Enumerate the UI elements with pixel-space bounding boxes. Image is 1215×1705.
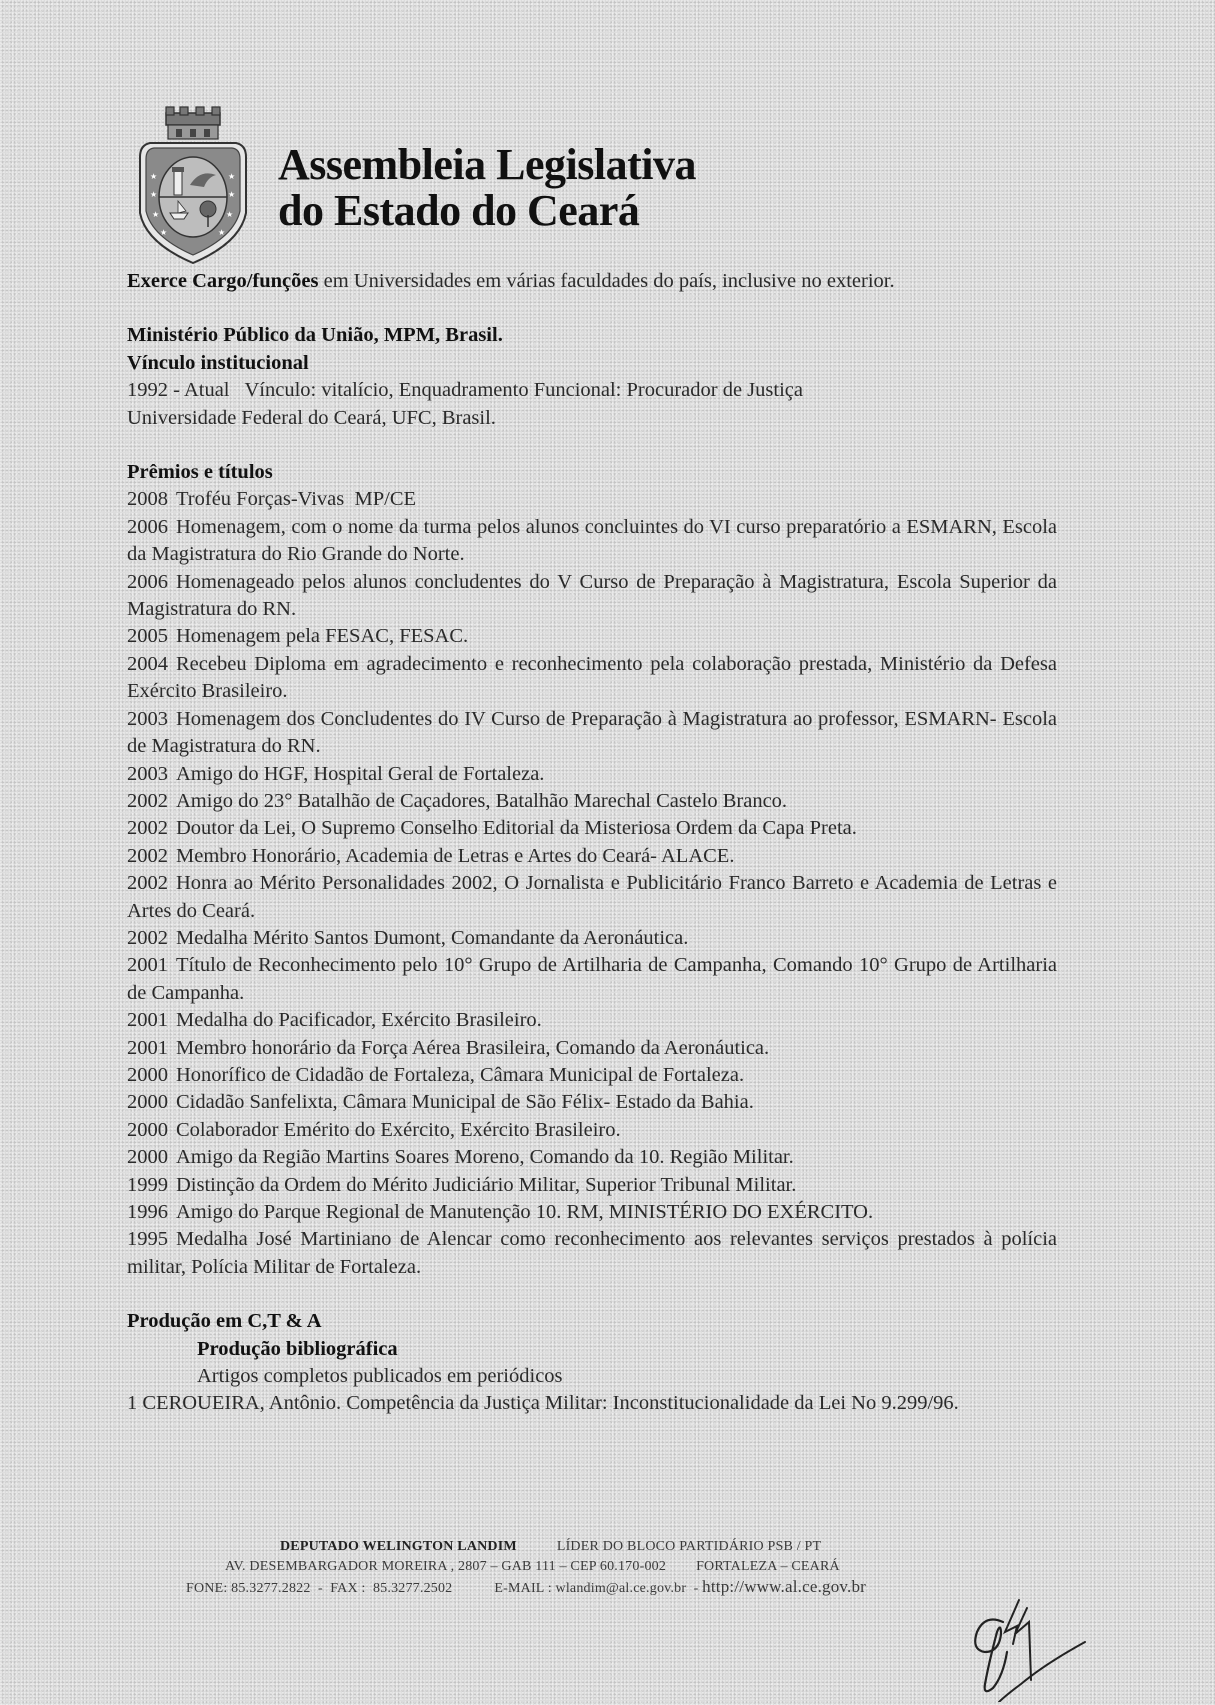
award-year: 2000 xyxy=(127,1146,168,1169)
svg-text:★: ★ xyxy=(228,190,236,199)
svg-text:★: ★ xyxy=(152,210,160,219)
institution-heading: Ministério Público da União, MPM, Brasil. xyxy=(127,324,503,347)
footer-city: FORTALEZA – CEARÁ xyxy=(696,1559,840,1574)
award-year: 1995 xyxy=(127,1228,168,1251)
award-text: Homenagem pela FESAC, FESAC. xyxy=(176,625,469,648)
intro-text: em Universidades em várias faculdades do país, inclusive no exterior. xyxy=(318,270,895,292)
letterhead-footer xyxy=(170,1537,1030,1599)
award-year: 2002 xyxy=(127,872,168,895)
footer-phone-fax: FONE: 85.3277.2822 - FAX : 85.3277.2502 xyxy=(186,1581,453,1596)
organization-name xyxy=(278,142,696,234)
award-item xyxy=(127,1172,1057,1199)
award-year: 2003 xyxy=(127,762,168,785)
award-item xyxy=(127,870,1057,925)
award-text: Medalha José Martiniano de Alencar como reconhecimento aos relevantes serviços prestados à polícia militar, Polícia Militar de Fortaleza. xyxy=(127,1228,1057,1278)
award-text: Colaborador Emérito do Exército, Exército Brasileiro. xyxy=(176,1118,621,1141)
institution-line1: 1992 - Atual Vínculo: vitalício, Enquadramento Funcional: Procurador de Justiça xyxy=(127,379,803,402)
award-text: Homenagem dos Concludentes do IV Curso de Preparação à Magistratura ao professor, ESMARN- Escola de Magistratura do RN. xyxy=(127,707,1057,758)
award-text: Distinção da Ordem do Mérito Judiciário Militar, Superior Tribunal Militar. xyxy=(176,1173,797,1196)
award-item xyxy=(127,1199,1057,1226)
production-subheading: Produção bibliográfica xyxy=(197,1337,398,1360)
award-year: 2005 xyxy=(127,625,168,648)
svg-text:★: ★ xyxy=(150,172,158,181)
production-article: 1 CEROUEIRA, Antônio. Competência da Justiça Militar: Inconstitucionalidade da Lei No 9.299/96. xyxy=(127,1392,959,1415)
award-year: 2001 xyxy=(127,1036,168,1059)
award-item xyxy=(127,952,1057,1007)
svg-text:★: ★ xyxy=(218,228,226,237)
award-text: Honorífico de Cidadão de Fortaleza, Câmara Municipal de Fortaleza. xyxy=(176,1063,745,1086)
svg-text:★: ★ xyxy=(226,210,234,219)
award-item xyxy=(127,1089,1057,1116)
institution-subheading: Vínculo institucional xyxy=(127,351,309,374)
award-year: 1996 xyxy=(127,1201,168,1223)
production-heading: Produção em C,T & A xyxy=(127,1310,322,1333)
footer-line-1 xyxy=(170,1537,1030,1557)
deputy-role: LÍDER DO BLOCO PARTIDÁRIO PSB / PT xyxy=(556,1539,822,1554)
award-item xyxy=(127,514,1057,569)
award-text: Amigo do HGF, Hospital Geral de Fortaleza. xyxy=(176,762,545,785)
award-year: 2003 xyxy=(127,707,168,730)
awards-list xyxy=(127,486,1057,1281)
award-year: 2000 xyxy=(127,1118,168,1141)
award-year: 2002 xyxy=(127,817,168,840)
award-year: 2008 xyxy=(127,488,168,511)
award-item xyxy=(127,706,1057,761)
award-item xyxy=(127,815,1057,842)
award-item xyxy=(127,486,1057,513)
state-coat-of-arms-icon xyxy=(128,105,258,265)
deputy-name: DEPUTADO WELINGTON LANDIM xyxy=(280,1539,517,1554)
intro-bold-lead: Exerce Cargo/funções xyxy=(127,270,319,292)
institution-line2: Universidade Federal do Ceará, UFC, Brasil. xyxy=(127,406,496,429)
award-year: 2000 xyxy=(127,1091,168,1114)
award-text: Cidadão Sanfelixta, Câmara Municipal de São Félix- Estado da Bahia. xyxy=(176,1091,754,1114)
footer-website-link[interactable]: http://www.al.ce.gov.br xyxy=(702,1577,867,1596)
letterhead xyxy=(128,105,696,265)
award-item xyxy=(127,1117,1057,1144)
award-text: Amigo do Parque Regional de Manutenção 10. RM, MINISTÉRIO DO EXÉRCITO. xyxy=(176,1201,874,1223)
award-year: 2002 xyxy=(127,926,168,949)
award-text: Amigo da Região Martins Soares Moreno, Comando da 10. Região Militar. xyxy=(176,1146,794,1169)
award-text: Membro honorário da Força Aérea Brasileira, Comando da Aeronáutica. xyxy=(176,1036,770,1059)
award-item xyxy=(127,1007,1057,1034)
award-item xyxy=(127,1226,1057,1281)
award-item xyxy=(127,843,1057,870)
award-item xyxy=(127,651,1057,706)
award-text: Medalha do Pacificador, Exército Brasileiro. xyxy=(176,1009,542,1032)
organization-name-line1: Assembleia Legislativa xyxy=(278,140,696,189)
footer-address: AV. DESEMBARGADOR MOREIRA , 2807 – GAB 111 – CEP 60.170-002 xyxy=(225,1559,667,1574)
award-item xyxy=(127,1035,1057,1062)
svg-text:★: ★ xyxy=(150,190,158,199)
award-item xyxy=(127,623,1057,650)
award-text: Membro Honorário, Academia de Letras e Artes do Ceará- ALACE. xyxy=(176,844,735,867)
award-year: 2002 xyxy=(127,789,168,812)
award-text: Título de Reconhecimento pelo 10° Grupo de Artilharia de Campanha, Comando 10° Grupo de Artilharia de Campanha. xyxy=(127,954,1057,1004)
award-year: 2002 xyxy=(127,844,168,867)
footer-email: E-MAIL : wlandim@al.ce.gov.br - xyxy=(494,1581,699,1596)
footer-line-2 xyxy=(170,1557,1030,1577)
award-item xyxy=(127,925,1057,952)
award-year: 2006 xyxy=(127,570,168,593)
award-text: Honra ao Mérito Personalidades 2002, O Jornalista e Publicitário Franco Barreto e Academia de Letras e Artes do Ceará. xyxy=(127,872,1057,922)
award-text: Doutor da Lei, O Supremo Conselho Editorial da Misteriosa Ordem da Capa Preta. xyxy=(176,817,857,840)
svg-text:★: ★ xyxy=(228,172,236,181)
organization-name-line2: do Estado do Ceará xyxy=(278,186,640,235)
production-category: Artigos completos publicados em periódicos xyxy=(197,1365,563,1388)
award-year: 1999 xyxy=(127,1173,168,1196)
intro-paragraph xyxy=(127,268,1057,295)
award-text: Homenageado pelos alunos concludentes do V Curso de Preparação à Magistratura, Escola Superior da Magistratura do RN. xyxy=(127,570,1057,621)
award-year: 2001 xyxy=(127,1009,168,1032)
award-year: 2004 xyxy=(127,652,168,675)
award-year: 2006 xyxy=(127,515,168,538)
award-item xyxy=(127,1062,1057,1089)
award-text: Recebeu Diploma em agradecimento e reconhecimento pela colaboração prestada, Ministério da Defesa Exército Brasileiro. xyxy=(127,652,1057,703)
award-year: 2000 xyxy=(127,1063,168,1086)
award-item xyxy=(127,761,1057,788)
award-text: Troféu Forças-Vivas MP/CE xyxy=(176,488,417,511)
award-year: 2001 xyxy=(127,954,168,977)
award-item xyxy=(127,1144,1057,1171)
award-text: Amigo do 23° Batalhão de Caçadores, Batalhão Marechal Castelo Branco. xyxy=(176,789,788,812)
awards-heading: Prêmios e títulos xyxy=(127,461,273,484)
award-item xyxy=(127,569,1057,624)
svg-text:★: ★ xyxy=(160,228,168,237)
footer-line-3 xyxy=(170,1577,1030,1599)
award-text: Homenagem, com o nome da turma pelos alunos concluintes do VI curso preparatório a ESMARN, Escola da Magistratura do Rio Grande do Norte. xyxy=(127,515,1057,566)
award-text: Medalha Mérito Santos Dumont, Comandante da Aeronáutica. xyxy=(176,926,689,949)
award-item xyxy=(127,788,1057,815)
document-body xyxy=(127,268,1057,1418)
handwritten-signature-icon xyxy=(955,1592,1095,1702)
